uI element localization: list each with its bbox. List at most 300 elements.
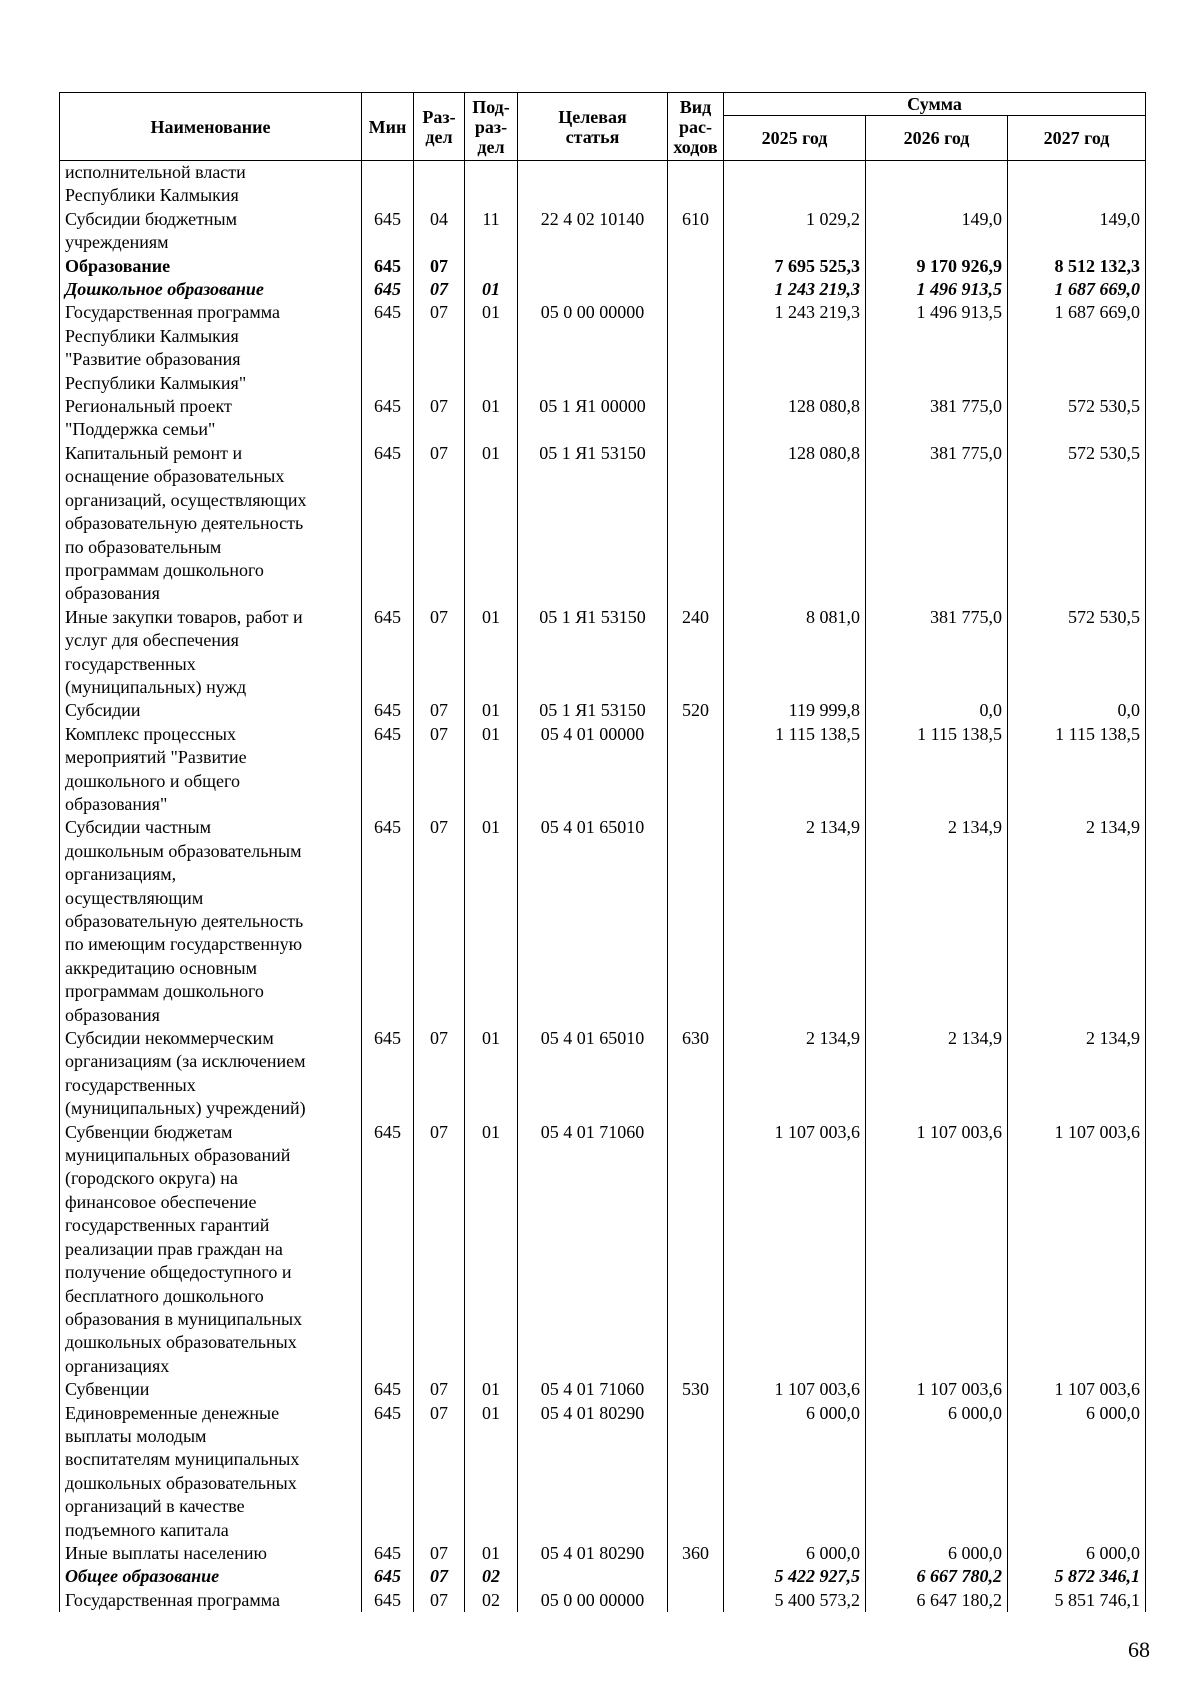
- row-min-cell: [362, 442, 414, 606]
- row-sum-2026-cell: [866, 606, 1008, 700]
- table-row: [60, 1027, 1146, 1121]
- row-vid-cell: [668, 699, 724, 722]
- row-celevaya-text: 05 4 01 71060: [540, 1121, 645, 1142]
- row-sum-2027-text: 2 134,9: [1086, 817, 1140, 838]
- row-sum-2025-text: 5 400 573,2: [774, 1589, 860, 1610]
- row-sum-2026-text: 6 000,0: [948, 1542, 1002, 1563]
- row-razdel-text: 07: [430, 302, 448, 323]
- row-celevaya-cell: [518, 255, 668, 278]
- row-min-cell: [362, 1542, 414, 1565]
- table-row: [60, 161, 1146, 208]
- row-min-text: 645: [374, 1379, 401, 1400]
- row-name-text: исполнительной власти Республики Калмыкия: [65, 162, 246, 206]
- row-celevaya-cell: [518, 395, 668, 442]
- row-sum-2027-cell: [1008, 1121, 1146, 1378]
- row-sum-2027-text: 6 000,0: [1086, 1542, 1140, 1563]
- row-name-text: Капитальный ремонт и оснащение образовательных организаций, осуществляющих образовательную деятельность по образовательным программам дошкольного образования: [65, 442, 307, 604]
- row-razdel-cell: [414, 161, 465, 208]
- row-podrazdel-cell: [465, 255, 518, 278]
- row-name-text: Иные выплаты населению: [65, 1542, 267, 1563]
- row-name-text: Региональный проект "Поддержка семьи": [65, 396, 232, 440]
- row-podrazdel-cell: [465, 395, 518, 442]
- row-podrazdel-text: 11: [482, 208, 500, 229]
- row-min-text: 645: [374, 255, 401, 276]
- row-razdel-text: 07: [430, 723, 448, 744]
- row-podrazdel-cell: [465, 1542, 518, 1565]
- row-sum-2025-text: 119 999,8: [788, 700, 860, 721]
- row-sum-2026-cell: [866, 816, 1008, 1027]
- table-row: [60, 816, 1146, 1027]
- row-razdel-text: 07: [430, 279, 448, 300]
- header-razdel-text: Раз- дел: [422, 106, 456, 147]
- row-podrazdel-cell: [465, 1378, 518, 1401]
- row-razdel-text: 07: [430, 700, 448, 721]
- row-celevaya-text: 05 4 01 80290: [540, 1402, 645, 1423]
- row-vid-text: 610: [682, 208, 709, 229]
- row-razdel-cell: [414, 208, 465, 255]
- row-celevaya-cell: [518, 723, 668, 817]
- row-celevaya-cell: [518, 301, 668, 395]
- row-sum-2025-cell: [724, 301, 866, 395]
- row-vid-text: 520: [682, 700, 709, 721]
- row-razdel-cell: [414, 1027, 465, 1121]
- row-sum-2026-text: 0,0: [979, 700, 1002, 721]
- row-sum-2026-text: 381 775,0: [930, 606, 1002, 627]
- row-sum-2025-text: 1 243 219,3: [774, 302, 860, 323]
- row-name-cell: [60, 1378, 362, 1401]
- row-celevaya-text: 05 4 01 65010: [540, 817, 645, 838]
- page-number: 68: [1128, 1637, 1150, 1662]
- row-podrazdel-text: 01: [482, 442, 500, 463]
- row-sum-2025-cell: [724, 1378, 866, 1401]
- row-sum-2026-cell: [866, 161, 1008, 208]
- row-min-cell: [362, 278, 414, 301]
- row-min-cell: [362, 606, 414, 700]
- row-vid-cell: [668, 278, 724, 301]
- row-razdel-text: 07: [430, 255, 448, 276]
- row-sum-2027-cell: [1008, 1402, 1146, 1542]
- row-name-cell: [60, 699, 362, 722]
- row-sum-2026-text: 149,0: [961, 208, 1002, 229]
- table-row: [60, 395, 1146, 442]
- row-min-cell: [362, 1565, 414, 1588]
- row-razdel-cell: [414, 1565, 465, 1588]
- row-min-text: 645: [374, 700, 401, 721]
- row-celevaya-cell: [518, 1402, 668, 1542]
- row-celevaya-text: 05 1 Я1 53150: [539, 606, 646, 627]
- row-vid-cell: [668, 606, 724, 700]
- row-sum-2026-cell: [866, 1565, 1008, 1588]
- row-name-cell: [60, 161, 362, 208]
- row-sum-2026-cell: [866, 1027, 1008, 1121]
- row-min-text: 645: [374, 208, 401, 229]
- row-sum-2027-text: 2 134,9: [1086, 1028, 1140, 1049]
- row-podrazdel-text: 01: [482, 302, 500, 323]
- header-celevaya: [518, 93, 668, 161]
- row-razdel-cell: [414, 301, 465, 395]
- row-name-text: Единовременные денежные выплаты молодым воспитателям муниципальных дошкольных образовательных организаций в качестве подъемного капитала: [65, 1402, 300, 1540]
- row-razdel-cell: [414, 442, 465, 606]
- row-vid-cell: [668, 442, 724, 606]
- row-celevaya-cell: [518, 161, 668, 208]
- header-2026: 2026 год: [866, 116, 1008, 161]
- row-razdel-cell: [414, 699, 465, 722]
- row-sum-2025-cell: [724, 1121, 866, 1378]
- row-sum-2026-cell: [866, 1378, 1008, 1401]
- row-podrazdel-text: 01: [482, 1402, 500, 1423]
- row-podrazdel-text: 01: [482, 817, 500, 838]
- row-sum-2026-text: 6 667 780,2: [916, 1566, 1002, 1587]
- row-razdel-cell: [414, 816, 465, 1027]
- row-celevaya-cell: [518, 208, 668, 255]
- row-sum-2025-text: 128 080,8: [788, 442, 860, 463]
- row-razdel-text: 07: [430, 1379, 448, 1400]
- row-podrazdel-cell: [465, 161, 518, 208]
- row-sum-2027-text: 8 512 132,3: [1054, 255, 1140, 276]
- row-sum-2025-cell: [724, 699, 866, 722]
- table-row: [60, 208, 1146, 255]
- table-row: [60, 255, 1146, 278]
- row-vid-cell: [668, 723, 724, 817]
- row-sum-2025-text: 1 243 219,3: [774, 279, 860, 300]
- row-sum-2026-cell: [866, 395, 1008, 442]
- row-sum-2026-cell: [866, 699, 1008, 722]
- row-min-text: 645: [374, 1566, 401, 1587]
- row-sum-2025-text: 8 081,0: [806, 606, 860, 627]
- row-sum-2026-text: 1 496 913,5: [916, 279, 1002, 300]
- row-sum-2027-text: 149,0: [1099, 208, 1140, 229]
- row-razdel-text: 07: [430, 817, 448, 838]
- row-celevaya-text: 05 0 00 00000: [540, 302, 645, 323]
- row-min-cell: [362, 1402, 414, 1542]
- row-sum-2026-text: 2 134,9: [948, 1028, 1002, 1049]
- row-podrazdel-cell: [465, 442, 518, 606]
- row-celevaya-text: 05 4 01 00000: [540, 723, 645, 744]
- row-sum-2027-cell: [1008, 723, 1146, 817]
- row-vid-cell: [668, 1027, 724, 1121]
- row-celevaya-text: 05 4 01 80290: [540, 1542, 645, 1563]
- row-podrazdel-text: 01: [482, 1121, 500, 1142]
- row-sum-2027-cell: [1008, 1589, 1146, 1612]
- row-name-cell: [60, 395, 362, 442]
- row-podrazdel-cell: [465, 1565, 518, 1588]
- row-min-text: 645: [374, 279, 401, 300]
- row-podrazdel-text: 02: [482, 1566, 500, 1587]
- row-sum-2026-text: 381 775,0: [930, 396, 1002, 417]
- row-sum-2026-cell: [866, 278, 1008, 301]
- row-razdel-text: 07: [430, 1121, 448, 1142]
- row-razdel-cell: [414, 255, 465, 278]
- row-celevaya-text: 05 1 Я1 00000: [539, 396, 646, 417]
- row-min-cell: [362, 1027, 414, 1121]
- row-podrazdel-cell: [465, 1121, 518, 1378]
- row-vid-cell: [668, 395, 724, 442]
- header-2027: 2027 год: [1008, 116, 1146, 161]
- row-celevaya-text: 05 0 00 00000: [540, 1589, 645, 1610]
- row-min-text: 645: [374, 1589, 401, 1610]
- row-sum-2025-cell: [724, 208, 866, 255]
- row-razdel-text: 07: [430, 442, 448, 463]
- row-celevaya-cell: [518, 1542, 668, 1565]
- row-min-text: 645: [374, 606, 401, 627]
- row-min-text: 645: [374, 723, 401, 744]
- row-sum-2027-cell: [1008, 816, 1146, 1027]
- row-name-cell: [60, 1542, 362, 1565]
- row-sum-2025-text: 1 107 003,6: [774, 1379, 860, 1400]
- row-sum-2027-cell: [1008, 1027, 1146, 1121]
- row-name-cell: [60, 301, 362, 395]
- row-name-cell: [60, 1121, 362, 1378]
- row-razdel-text: 04: [430, 208, 448, 229]
- header-razdel: [414, 93, 465, 161]
- row-sum-2026-cell: [866, 255, 1008, 278]
- row-podrazdel-cell: [465, 816, 518, 1027]
- row-razdel-cell: [414, 1542, 465, 1565]
- row-sum-2025-cell: [724, 278, 866, 301]
- row-sum-2027-text: 572 530,5: [1068, 606, 1140, 627]
- row-name-text: Комплекс процессных мероприятий "Развитие дошкольного и общего образования": [65, 723, 247, 814]
- row-razdel-cell: [414, 1589, 465, 1612]
- row-celevaya-cell: [518, 1565, 668, 1588]
- table-header: [60, 93, 1146, 161]
- row-sum-2025-cell: [724, 606, 866, 700]
- row-min-text: 645: [374, 1402, 401, 1423]
- header-vid: [668, 93, 724, 161]
- row-razdel-cell: [414, 1378, 465, 1401]
- row-vid-cell: [668, 208, 724, 255]
- row-min-text: 645: [374, 302, 401, 323]
- row-sum-2025-text: 1 029,2: [806, 208, 860, 229]
- row-podrazdel-text: 01: [482, 1542, 500, 1563]
- row-celevaya-cell: [518, 699, 668, 722]
- row-sum-2027-text: 1 115 138,5: [1055, 723, 1140, 744]
- row-razdel-text: 07: [430, 1402, 448, 1423]
- row-sum-2027-cell: [1008, 278, 1146, 301]
- row-sum-2026-text: 6 000,0: [948, 1402, 1002, 1423]
- row-min-cell: [362, 255, 414, 278]
- row-name-text: Субсидии бюджетным учреждениям: [65, 208, 238, 253]
- row-sum-2027-cell: [1008, 606, 1146, 700]
- row-sum-2027-cell: [1008, 699, 1146, 722]
- row-razdel-cell: [414, 723, 465, 817]
- row-name-cell: [60, 1402, 362, 1542]
- row-min-cell: [362, 1121, 414, 1378]
- row-min-cell: [362, 301, 414, 395]
- header-podrazdel: [465, 93, 518, 161]
- row-celevaya-cell: [518, 606, 668, 700]
- header-name: Наименование: [60, 93, 362, 161]
- row-vid-cell: [668, 816, 724, 1027]
- row-razdel-cell: [414, 606, 465, 700]
- row-sum-2027-text: 572 530,5: [1068, 442, 1140, 463]
- row-sum-2026-cell: [866, 442, 1008, 606]
- row-podrazdel-text: 01: [482, 279, 500, 300]
- row-podrazdel-text: 01: [482, 1379, 500, 1400]
- row-min-text: 645: [374, 396, 401, 417]
- row-min-cell: [362, 1378, 414, 1401]
- row-name-cell: [60, 1027, 362, 1121]
- row-sum-2025-cell: [724, 161, 866, 208]
- row-celevaya-cell: [518, 278, 668, 301]
- row-vid-cell: [668, 1121, 724, 1378]
- row-name-text: Государственная программа: [65, 1589, 280, 1610]
- row-podrazdel-cell: [465, 606, 518, 700]
- row-sum-2026-cell: [866, 1589, 1008, 1612]
- row-razdel-cell: [414, 395, 465, 442]
- row-name-text: Субвенции бюджетам муниципальных образований (городского округа) на финансовое обеспечение государственных гарантий реализации прав граждан на получение общедоступного и бесплатного дошкольного образования в муниципальных дошкольных образовательных организациях: [65, 1121, 303, 1376]
- row-sum-2025-cell: [724, 255, 866, 278]
- row-min-cell: [362, 395, 414, 442]
- row-sum-2026-text: 9 170 926,9: [916, 255, 1002, 276]
- row-sum-2025-cell: [724, 395, 866, 442]
- table-row: [60, 301, 1146, 395]
- row-vid-text: 360: [682, 1542, 709, 1563]
- row-podrazdel-cell: [465, 1589, 518, 1612]
- row-sum-2025-cell: [724, 1402, 866, 1542]
- row-vid-text: 630: [682, 1028, 709, 1049]
- row-sum-2027-cell: [1008, 255, 1146, 278]
- header-min: Мин: [362, 93, 414, 161]
- row-vid-cell: [668, 1589, 724, 1612]
- row-celevaya-cell: [518, 1589, 668, 1612]
- table-row: [60, 1378, 1146, 1401]
- row-sum-2027-cell: [1008, 395, 1146, 442]
- row-min-cell: [362, 723, 414, 817]
- table-row: [60, 278, 1146, 301]
- row-podrazdel-text: 02: [482, 1589, 500, 1610]
- row-vid-cell: [668, 1565, 724, 1588]
- row-sum-2027-text: 0,0: [1117, 700, 1140, 721]
- row-celevaya-cell: [518, 1121, 668, 1378]
- row-celevaya-cell: [518, 1027, 668, 1121]
- row-sum-2025-cell: [724, 1565, 866, 1588]
- row-podrazdel-cell: [465, 208, 518, 255]
- header-2025: 2025 год: [724, 116, 866, 161]
- row-vid-cell: [668, 1378, 724, 1401]
- row-podrazdel-text: 01: [482, 606, 500, 627]
- table-row: [60, 1121, 1146, 1378]
- row-min-cell: [362, 1589, 414, 1612]
- row-sum-2027-text: 1 687 669,0: [1054, 279, 1140, 300]
- row-podrazdel-cell: [465, 278, 518, 301]
- row-sum-2027-cell: [1008, 161, 1146, 208]
- row-sum-2027-text: 572 530,5: [1068, 396, 1140, 417]
- row-vid-cell: [668, 1542, 724, 1565]
- row-razdel-text: 07: [430, 1542, 448, 1563]
- row-celevaya-text: 05 1 Я1 53150: [539, 700, 646, 721]
- row-celevaya-cell: [518, 1378, 668, 1401]
- table-row: [60, 1402, 1146, 1542]
- row-podrazdel-cell: [465, 1402, 518, 1542]
- row-sum-2025-cell: [724, 1027, 866, 1121]
- row-vid-text: 240: [682, 606, 709, 627]
- table-row: [60, 699, 1146, 722]
- row-name-cell: [60, 723, 362, 817]
- row-podrazdel-text: 01: [482, 1028, 500, 1049]
- row-name-text: Субсидии: [65, 700, 141, 721]
- row-name-text: Государственная программа Республики Калмыкия "Развитие образования Республики Калмыкия": [65, 302, 280, 393]
- table-row: [60, 1565, 1146, 1588]
- row-sum-2026-cell: [866, 208, 1008, 255]
- row-sum-2025-text: 6 000,0: [806, 1542, 860, 1563]
- row-podrazdel-cell: [465, 301, 518, 395]
- row-min-cell: [362, 699, 414, 722]
- row-celevaya-cell: [518, 442, 668, 606]
- row-sum-2027-cell: [1008, 1378, 1146, 1401]
- row-podrazdel-text: 01: [482, 396, 500, 417]
- row-min-text: 645: [374, 817, 401, 838]
- row-sum-2025-cell: [724, 1542, 866, 1565]
- row-vid-cell: [668, 255, 724, 278]
- row-podrazdel-cell: [465, 723, 518, 817]
- row-razdel-cell: [414, 278, 465, 301]
- row-name-cell: [60, 278, 362, 301]
- row-min-cell: [362, 208, 414, 255]
- row-sum-2027-text: 6 000,0: [1086, 1402, 1140, 1423]
- row-sum-2025-cell: [724, 442, 866, 606]
- row-celevaya-text: 22 4 02 10140: [540, 208, 645, 229]
- row-name-text: Образование: [65, 255, 171, 276]
- row-vid-cell: [668, 301, 724, 395]
- row-razdel-text: 07: [430, 1589, 448, 1610]
- row-name-cell: [60, 606, 362, 700]
- row-sum-2026-text: 6 647 180,2: [916, 1589, 1002, 1610]
- row-razdel-cell: [414, 1121, 465, 1378]
- table-row: [60, 606, 1146, 700]
- row-vid-cell: [668, 161, 724, 208]
- row-celevaya-text: 05 4 01 65010: [540, 1028, 645, 1049]
- row-razdel-cell: [414, 1402, 465, 1542]
- row-celevaya-text: 05 1 Я1 53150: [539, 442, 646, 463]
- row-sum-2026-text: 1 107 003,6: [916, 1121, 1002, 1142]
- row-sum-2027-text: 5 851 746,1: [1054, 1589, 1140, 1610]
- header-summa: Сумма: [724, 93, 1146, 116]
- row-name-cell: [60, 255, 362, 278]
- row-min-text: 645: [374, 1121, 401, 1142]
- table-row: [60, 1542, 1146, 1565]
- row-sum-2027-text: 5 872 346,1: [1054, 1566, 1140, 1587]
- row-min-cell: [362, 161, 414, 208]
- row-razdel-text: 07: [430, 606, 448, 627]
- row-sum-2027-text: 1 107 003,6: [1054, 1379, 1140, 1400]
- row-podrazdel-text: 01: [482, 723, 500, 744]
- row-sum-2025-text: 5 422 927,5: [774, 1566, 860, 1587]
- row-sum-2025-text: 6 000,0: [806, 1402, 860, 1423]
- row-name-cell: [60, 816, 362, 1027]
- row-celevaya-cell: [518, 816, 668, 1027]
- row-sum-2027-cell: [1008, 1542, 1146, 1565]
- row-name-text: Субсидии некоммерческим организациям (за исключением государственных (муниципальных) учреждений): [65, 1028, 306, 1119]
- row-podrazdel-cell: [465, 1027, 518, 1121]
- row-sum-2025-cell: [724, 816, 866, 1027]
- row-podrazdel-text: 01: [482, 700, 500, 721]
- row-name-text: Иные закупки товаров, работ и услуг для обеспечения государственных (муниципальных) нужд: [65, 606, 303, 697]
- row-name-text: Субсидии частным дошкольным образовательным организациям, осуществляющим образовательную деятельность по имеющим государственную аккредитацию основным программам дошкольного образования: [65, 817, 304, 1025]
- row-sum-2026-text: 1 107 003,6: [916, 1379, 1002, 1400]
- row-sum-2026-text: 1 496 913,5: [916, 302, 1002, 323]
- row-min-cell: [362, 816, 414, 1027]
- row-sum-2026-text: 2 134,9: [948, 817, 1002, 838]
- row-sum-2027-text: 1 107 003,6: [1054, 1121, 1140, 1142]
- row-sum-2026-cell: [866, 723, 1008, 817]
- row-sum-2025-text: 1 107 003,6: [774, 1121, 860, 1142]
- row-vid-text: 530: [682, 1379, 709, 1400]
- row-sum-2025-text: 2 134,9: [806, 817, 860, 838]
- row-razdel-text: 07: [430, 1566, 448, 1587]
- row-podrazdel-cell: [465, 699, 518, 722]
- row-name-cell: [60, 1565, 362, 1588]
- row-vid-cell: [668, 1402, 724, 1542]
